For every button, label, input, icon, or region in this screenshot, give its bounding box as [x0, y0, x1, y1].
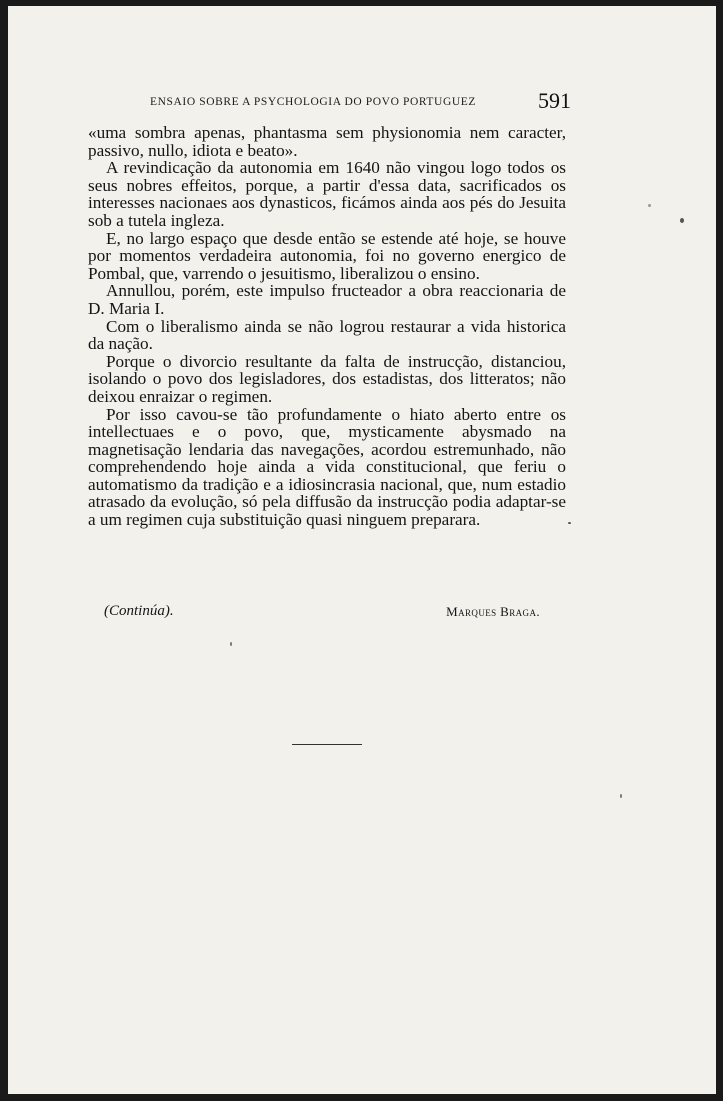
paragraph: E, no largo espaço que desde então se estende até hoje, se houve por momentos verdadeira autonomia, foi no governo energico de Pombal, que, varrendo o jesuitismo, liberalizou o ensino. — [88, 228, 566, 283]
book-page — [8, 6, 716, 1094]
paragraph: «uma sombra apenas, phantasma sem physionomia nem caracter, passivo, nullo, idiota e beato». — [88, 123, 566, 160]
print-speck — [568, 522, 571, 524]
paragraph: A revindicação da autonomia em 1640 não vingou logo todos os seus nobres effeitos, porque, a partir d'essa data, sacrificados os interesses nacionaes aos dynasticos, ficámos ainda aos pés do Jesuita sob a tutela ingleza. — [88, 158, 566, 230]
print-speck — [230, 642, 232, 646]
print-speck — [648, 204, 651, 207]
continua-note: (Continúa). — [104, 603, 174, 619]
paragraph: Porque o divorcio resultante da falta de instrucção, distanciou, isolando o povo dos legisladores, dos estadistas, dos litteratos; não deixou enraizar o regimen. — [88, 351, 566, 406]
body-text — [88, 124, 566, 529]
signature-row — [104, 602, 540, 620]
print-speck — [620, 794, 622, 798]
paragraph: Por isso cavou-se tão profundamente o hiato aberto entre os intellectuaes e o povo, que, mysticamente abysmado na magnetisação lendaria das navegações, acordou estremunhado, não comprehendendo hoje ainda a vida constitucional, que feriu o automatismo da tradição e a idiosincrasia nacional, que, num estadio atrasado da evolução, só pela diffusão da instrucção podia adaptar-se a um regimen cuja substituição quasi ninguem preparara. — [88, 404, 566, 530]
running-title: ENSAIO SOBRE A PSYCHOLOGIA DO POVO PORTUGUEZ — [150, 96, 477, 108]
paragraph: Com o liberalismo ainda se não logrou restaurar a vida historica da nação. — [88, 316, 566, 354]
page-number: 591 — [538, 88, 571, 113]
paragraph: Annullou, porém, este impulso fructeador a obra reaccionaria de D. Maria I. — [88, 281, 566, 318]
print-speck — [680, 218, 684, 223]
author-signature: Marques Braga. — [446, 604, 540, 619]
end-rule — [292, 744, 362, 745]
